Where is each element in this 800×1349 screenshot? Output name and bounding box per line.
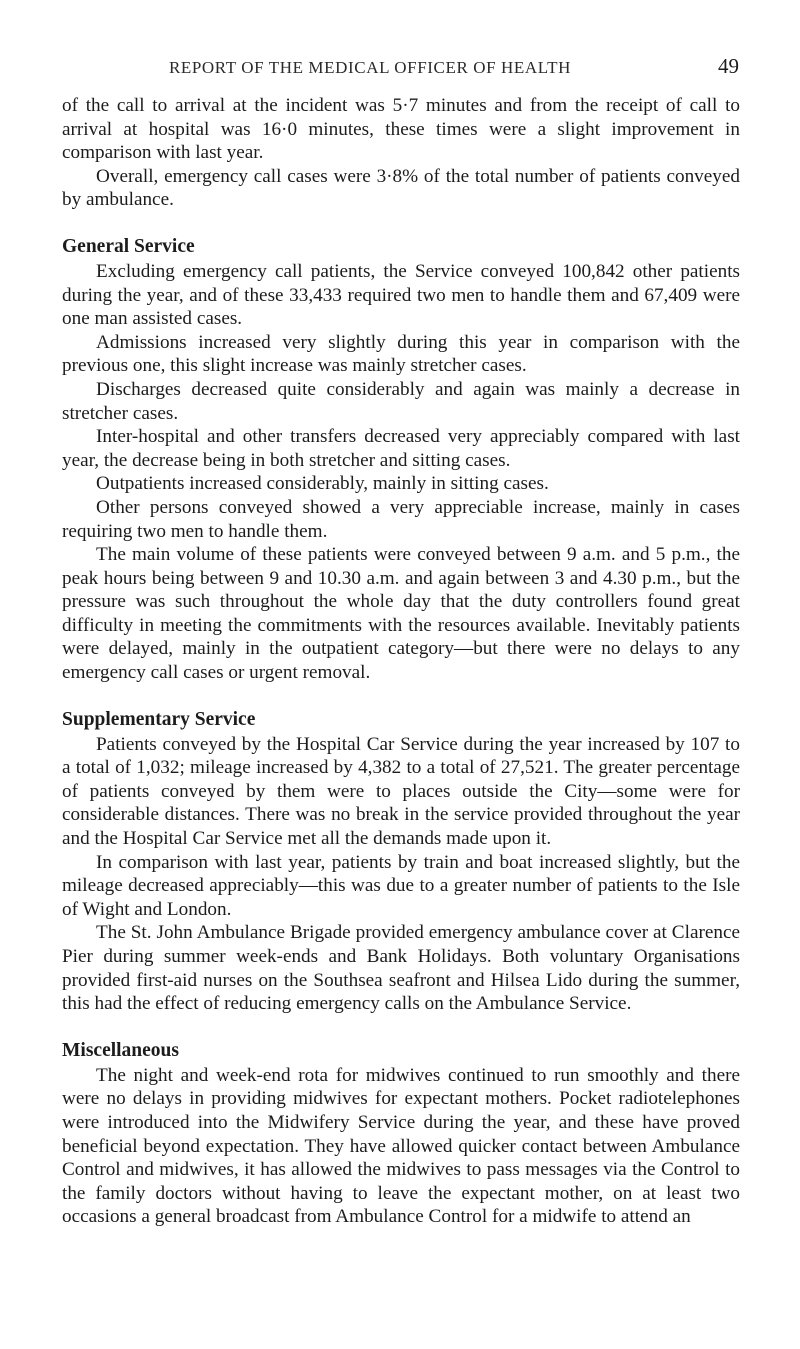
supplementary-service-paragraph: Patients conveyed by the Hospital Car Service during the year increased by 107 to a total of 1,032; mileage increased by 4,382 to a total of 27,521. The greater percentage of patients conveyed by them were to places outside the City—some were for considerable distances. There was no break in the service provided throughout the year and the Hospital Car Service met all the demands made upon it. — [62, 733, 740, 850]
section-heading-general-service: General Service — [62, 235, 195, 257]
supplementary-service-paragraph: The St. John Ambulance Brigade provided emergency ambulance cover at Clarence Pier during summer week-ends and Bank Holidays. Both voluntary Organisations provided first-aid nurses on the Southsea seafront and Hilsea Lido during the summer, this had the effect of reducing emergency calls on the Ambulance Service. — [62, 922, 740, 1015]
running-head-title: REPORT OF THE MEDICAL OFFICER OF HEALTH — [168, 58, 572, 77]
continuation-paragraph: of the call to arrival at the incident was 5·7 minutes and from the receipt of call to arrival at hospital was 16·0 minutes, these times were a slight improvement in comparison with last year. — [62, 95, 740, 164]
overall-emergency-paragraph: Overall, emergency call cases were 3·8% of the total number of patients conveyed by ambulance. — [62, 165, 740, 211]
body-text — [62, 94, 740, 1229]
general-service-paragraph: Discharges decreased quite considerably and again was mainly a decrease in stretcher cases. — [62, 378, 740, 424]
section-heading-miscellaneous: Miscellaneous — [62, 1039, 179, 1061]
section-heading-supplementary-service: Supplementary Service — [62, 708, 256, 730]
general-service-paragraph: Excluding emergency call patients, the Service conveyed 100,842 other patients during the year, and of these 33,433 required two men to handle them and 67,409 were one man assisted cases. — [62, 260, 740, 330]
miscellaneous-paragraph: The night and week-end rota for midwives continued to run smoothly and there were no delays in providing midwives for expectant mothers. Pocket radiotelephones were introduced into the Midwifery Service during the year, and these have proved beneficial beyond expectation. They have allowed quicker contact between Ambulance Control and midwives, it has allowed the midwives to pass messages via the Control to the family doctors without having to leave the expectant mother, on at least two occasions a general broadcast from Ambulance Control for a midwife to attend an — [62, 1064, 740, 1228]
supplementary-service-paragraph: In comparison with last year, patients by train and boat increased slightly, but the mileage decreased appreciably—this was due to a greater number of patients to the Isle of Wight and London. — [62, 851, 740, 920]
general-service-paragraph: Inter-hospital and other transfers decreased very appreciably compared with last year, the decrease being in both stretcher and sitting cases. — [62, 426, 740, 471]
general-service-paragraph: Other persons conveyed showed a very appreciable increase, mainly in cases requiring two men to handle them. — [62, 496, 740, 542]
general-service-paragraph: The main volume of these patients were conveyed between 9 a.m. and 5 p.m., the peak hours being between 9 and 10.30 a.m. and again between 3 and 4.30 p.m., but the pressure was such throughout the whole day that the duty controllers found great difficulty in meeting the commitments with the resources available. Inevitably patients were delayed, mainly in the outpatient category—but there were no delays to any emergency call cases or urgent removal. — [62, 544, 740, 684]
page-number: 49 — [718, 54, 739, 78]
general-service-paragraph: Outpatients increased considerably, mainly in sitting cases. — [96, 473, 549, 495]
general-service-paragraph: Admissions increased very slightly during this year in comparison with the previous one, this slight increase was mainly stretcher cases. — [62, 331, 740, 377]
